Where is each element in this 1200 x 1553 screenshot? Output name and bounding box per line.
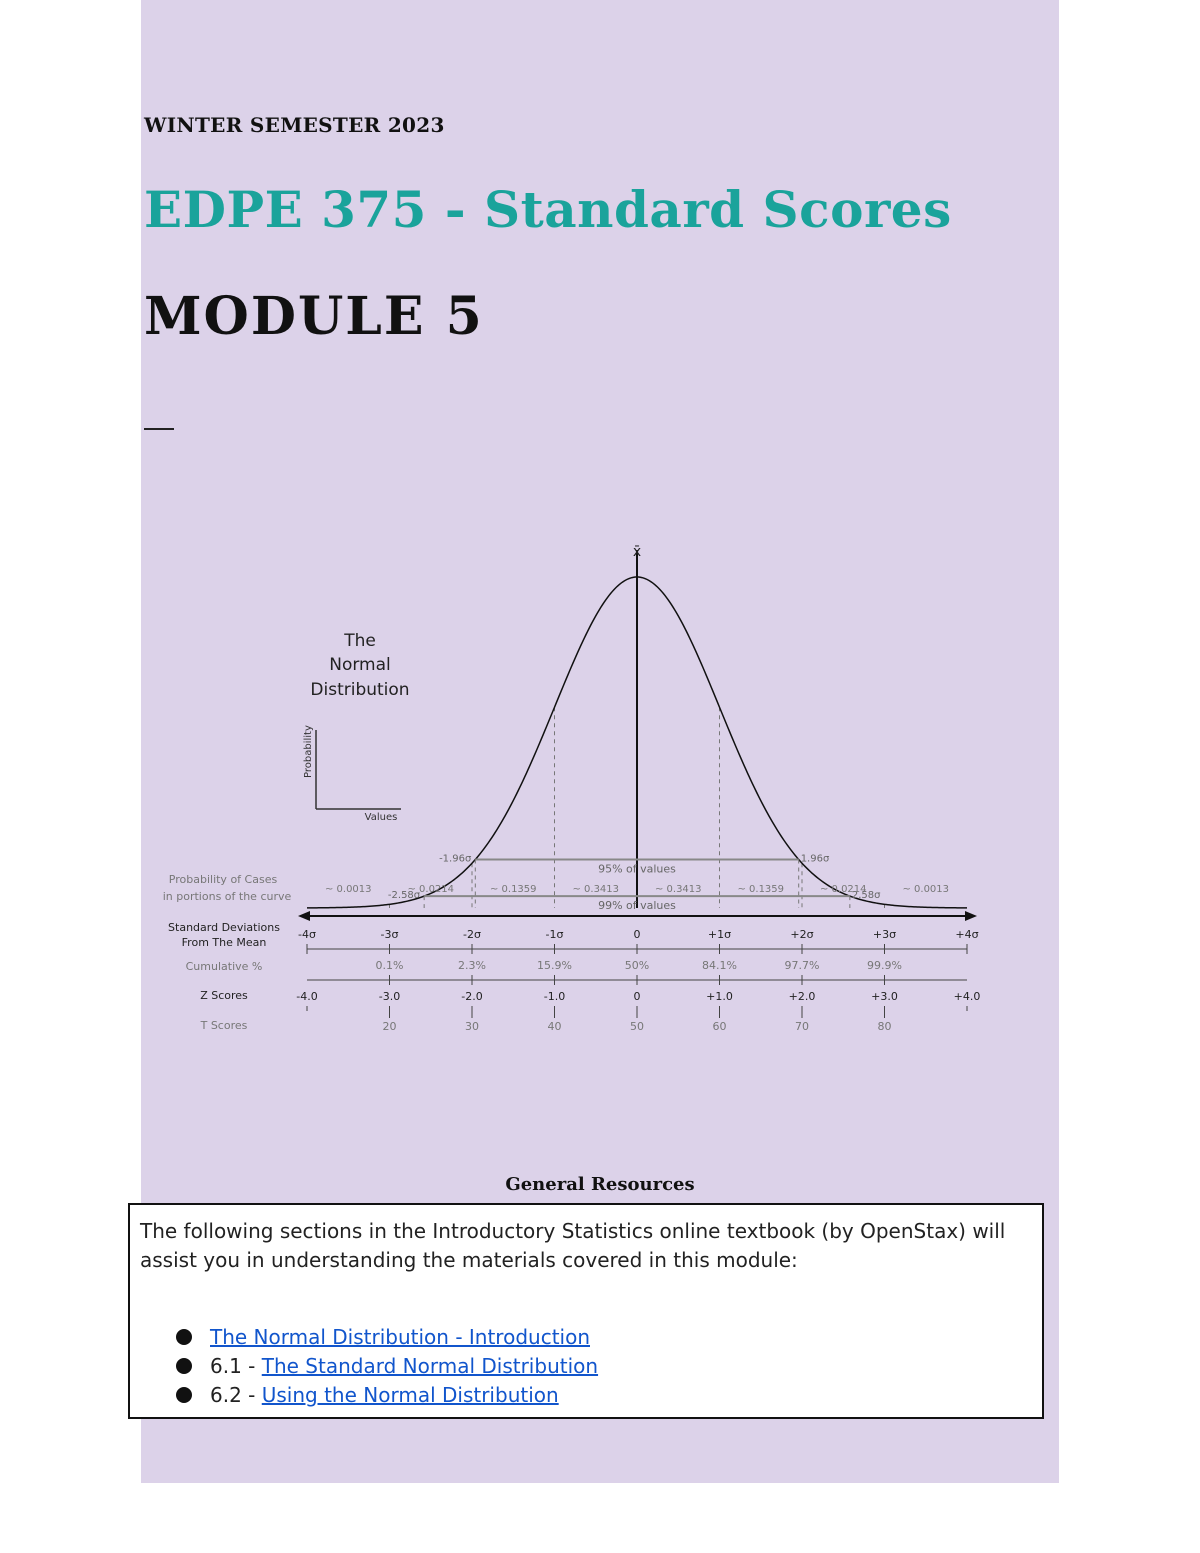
module-heading: MODULE 5 [144,286,484,347]
cumulative-label: 15.9% [537,959,572,972]
interval-text: 99% of values [598,899,676,913]
probability-label: ~ 0.1359 [489,884,537,895]
interval-lower-label: -1.96σ [439,853,472,865]
probability-row-label: in portions of the curve [162,890,292,903]
sd-row-label: Standard Deviations [168,921,280,934]
sd-tick-label: -4σ [298,928,316,941]
interval-upper-label: 2.58σ [851,890,881,902]
z-row-label: Z Scores [200,989,248,1002]
z-score-label: +3.0 [871,990,898,1003]
chart-title-line-1: The [344,631,376,651]
bullet-icon [176,1387,192,1403]
link-standard-normal-distribution[interactable]: The Standard Normal Distribution [261,1354,599,1378]
cumulative-label: 2.3% [458,959,486,972]
resources-heading: General Resources [505,1174,695,1195]
probability-label: ~ 0.3413 [572,884,620,895]
cumulative-label: 84.1% [702,959,737,972]
interval-text: 95% of values [598,862,676,876]
axis-arrow-right [965,911,977,921]
probability-label: ~ 0.0214 [819,884,867,895]
tscore-label: 80 [877,1020,892,1033]
link-normal-distribution-intro[interactable]: The Normal Distribution - Introduction [210,1325,590,1349]
probability-label: ~ 0.3413 [654,884,702,895]
sd-tick-label: -1σ [545,928,564,941]
cumulative-row-label: Cumulative % [185,960,263,973]
interval-upper-label: 1.96σ [800,853,830,865]
tscore-label: 30 [465,1020,479,1033]
page-title: EDPE 375 - Standard Scores [144,180,952,239]
inset-ylabel: Probability [303,725,314,778]
cumulative-label: 0.1% [375,959,404,972]
chart-layer [163,544,981,1033]
resource-prefix: 6.1 - [210,1354,262,1378]
z-score-label: -3.0 [378,990,401,1003]
probability-label: ~ 0.1359 [737,884,785,895]
resource-item [140,1352,1032,1381]
mean-label: x̄ [632,544,642,560]
sd-tick-label: -2σ [463,928,481,941]
axis-arrow-left [298,911,310,921]
z-score-label: +2.0 [788,990,816,1003]
z-score-label: +1.0 [706,990,733,1003]
resource-prefix: 6.2 - [210,1383,262,1407]
link-using-normal-distribution[interactable]: Using the Normal Distribution [261,1383,559,1407]
tscore-label: 50 [630,1020,644,1033]
semester-label: WINTER SEMESTER 2023 [144,113,445,137]
bullet-icon [176,1329,192,1345]
tscore-label: 60 [712,1020,727,1033]
resource-item [140,1381,1032,1410]
resource-item [140,1323,1032,1352]
z-score-label: 0 [633,990,641,1003]
sd-row-label: From The Mean [181,936,267,949]
z-score-label: -4.0 [296,990,318,1003]
tscore-label: 20 [382,1020,397,1033]
resources-intro: The following sections in the Introductory Statistics online textbook (by OpenStax) will assist you in understanding the materials covered in this module: [140,1219,1006,1272]
sd-tick-label: 0 [633,928,641,941]
cumulative-label: 50% [624,959,650,972]
tscore-label: 70 [795,1020,809,1033]
probability-label: ~ 0.0013 [324,884,372,895]
sd-tick-label: +1σ [707,928,732,941]
probability-label: ~ 0.0013 [902,884,950,895]
probability-row-label: Probability of Cases [168,873,278,886]
cumulative-label: 97.7% [784,959,820,972]
sd-tick-label: +4σ [955,928,979,941]
z-score-label: -1.0 [543,990,566,1003]
z-score-label: -2.0 [461,990,483,1003]
sd-tick-label: +2σ [790,928,814,941]
sd-tick-label: -3σ [380,928,399,941]
chart-title-line-2: Normal [329,655,391,675]
chart-title-line-3: Distribution [310,680,410,700]
inset-xlabel: Values [364,812,398,823]
cumulative-label: 99.9% [867,959,902,972]
chart-inset [303,631,410,823]
resources-list [140,1323,1032,1410]
tscore-label: 40 [547,1020,562,1033]
bullet-icon [176,1358,192,1374]
z-score-label: +4.0 [953,990,981,1003]
tscore-row-label: T Scores [200,1019,248,1032]
interval-lower-label: -2.58σ [387,890,421,902]
probability-label: ~ 0.0214 [407,884,455,895]
sd-tick-label: +3σ [872,928,897,941]
resources-box [128,1203,1044,1419]
